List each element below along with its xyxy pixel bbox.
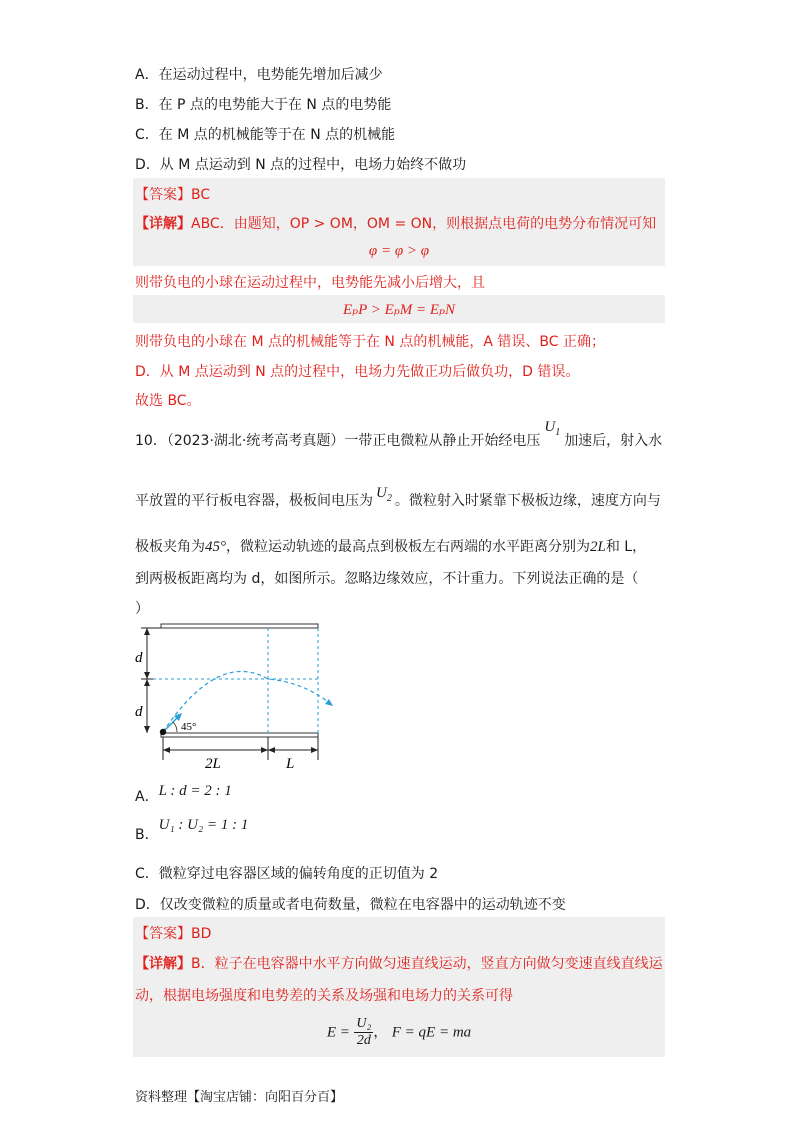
q10-answer: 【答案】BD bbox=[135, 926, 212, 942]
q10-stem-3c: 和 L， bbox=[605, 539, 647, 555]
particle-dot bbox=[160, 729, 166, 735]
q10-stem-2b: 。微粒射入时紧靠下极板边缘，速度方向与 bbox=[394, 493, 661, 509]
q9-answer: 【答案】BC bbox=[135, 187, 211, 203]
q10-detail-2: 动，根据电场强度和电势差的关系及场强和电场力的关系可得 bbox=[135, 988, 513, 1004]
formula-force: F = qE = ma bbox=[391, 1024, 472, 1041]
d-label-upper: d bbox=[135, 650, 143, 666]
formula-e-lhs: E = bbox=[326, 1024, 350, 1041]
footer-source: 资料整理【淘宝店铺：向阳百分百】 bbox=[135, 1090, 344, 1105]
q9-detail-1-text: ABC．由题知，OP > OM，OM = ON，则根据点电荷的电势分布情况可知 bbox=[191, 216, 657, 232]
q9-option-d: D．从 M 点运动到 N 点的过程中，电场力始终不做功 bbox=[135, 157, 467, 173]
q10-stem-line-1 bbox=[135, 419, 663, 452]
q10-stem-3b: ，微粒运动轨迹的最高点到极板左右两端的水平距离分别为 bbox=[226, 539, 590, 555]
q9-detail-1 bbox=[135, 213, 656, 233]
q10-u1: $U_1$ bbox=[544, 419, 561, 438]
q9-option-a: A．在运动过程中，电势能先增加后减少 bbox=[135, 67, 383, 83]
q10-option-b bbox=[135, 817, 249, 844]
q10-option-b-label: B． bbox=[135, 827, 159, 843]
q9-detail-4: D．从 M 点运动到 N 点的过程中，电场力先做正功后做负功，D 错误。 bbox=[135, 364, 580, 380]
q10-stem-line-4: 到两极板距离均为 d，如图所示。忽略边缘效应，不计重力。下列说法正确的是（ bbox=[135, 571, 639, 587]
q10-option-a-label: A． bbox=[135, 789, 159, 805]
q10-detail-1-text: B．粒子在电容器中水平方向做匀速直线运动，竖直方向做匀变速直线直线运 bbox=[191, 956, 663, 972]
q10-detail-tag: 【详解】 bbox=[135, 956, 191, 972]
q9-option-b: B．在 P 点的电势能大于在 N 点的电势能 bbox=[135, 97, 392, 113]
l-label: L bbox=[286, 756, 295, 770]
q10-detail-1 bbox=[135, 953, 663, 973]
q10-formula bbox=[133, 1016, 665, 1049]
q10-stem-1b: 加速后，射入水 bbox=[564, 433, 663, 449]
formula-fraction bbox=[354, 1016, 373, 1049]
q9-formula-2: EₚP > EₚM = EₚN bbox=[342, 302, 456, 318]
formula-numerator: U₂ bbox=[356, 1016, 372, 1031]
q10-option-a bbox=[135, 783, 232, 806]
d-label-lower: d bbox=[135, 704, 143, 720]
formula-denominator: 2d bbox=[356, 1033, 371, 1048]
q10-option-c: C．微粒穿过电容器区域的偏转角度的正切值为 2 bbox=[135, 866, 439, 882]
q10-stem-3a: 极板夹角为 bbox=[135, 539, 205, 555]
q9-detail-tag: 【详解】 bbox=[135, 216, 191, 232]
q10-angle: 45° bbox=[205, 539, 226, 555]
q10-stem-line-3 bbox=[135, 536, 646, 556]
q9-detail-5: 故选 BC。 bbox=[135, 393, 201, 409]
q10-stem-1a: 10．（2023·湖北·统考高考真题）一带正电微粒从静止开始经电压 bbox=[135, 433, 541, 449]
q10-u2: $U_2$ bbox=[376, 485, 392, 504]
q10-option-a-math: L : d = 2 : 1 bbox=[158, 783, 232, 799]
formula-separator: ， bbox=[373, 1024, 388, 1041]
capacitor-figure bbox=[133, 620, 333, 770]
q10-2l: 2L bbox=[590, 539, 606, 555]
q10-stem-line-2 bbox=[135, 485, 661, 512]
angle-label: 45° bbox=[181, 721, 197, 733]
q9-formula-1: φ = φ > φ bbox=[368, 243, 430, 259]
q10-stem-line-5: ） bbox=[135, 601, 149, 617]
q9-detail-2: 则带负电的小球在运动过程中，电势能先减小后增大，且 bbox=[135, 275, 485, 291]
upper-plate bbox=[161, 624, 318, 628]
q9-detail-3: 则带负电的小球在 M 点的机械能等于在 N 点的机械能，A 错误、BC 正确； bbox=[135, 334, 605, 350]
q9-option-c: C．在 M 点的机械能等于在 N 点的机械能 bbox=[135, 127, 396, 143]
q10-option-b-math: U₁ : U₂ = 1 : 1 bbox=[158, 817, 249, 833]
lower-plate bbox=[161, 733, 318, 737]
q10-stem-2a: 平放置的平行板电容器，极板间电压为 bbox=[135, 493, 373, 509]
two-l-label: 2L bbox=[205, 756, 221, 770]
q10-option-d: D．仅改变微粒的质量或者电荷数量，微粒在电容器中的运动轨迹不变 bbox=[135, 897, 566, 913]
